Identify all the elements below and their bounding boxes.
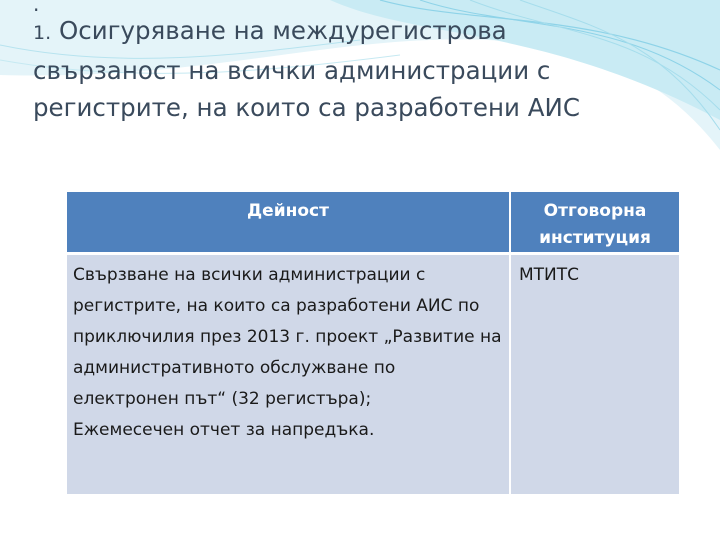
cell-activity: Свързване на всички администрации с регистрите, на които са разработени АИС по приключилия през 2013 г. проект „Развитие на административното обслужване по електронен път“ (32 регистъра); Ежемесечен отчет за напредъка. xyxy=(67,254,510,495)
activity-table xyxy=(67,192,679,494)
header-institution: Отговорна институция xyxy=(510,192,679,254)
table-row xyxy=(67,254,679,495)
heading-number: 1. xyxy=(33,22,52,44)
heading-line-2: свързаност на всички администрации с xyxy=(33,56,551,85)
heading-line-3: регистрите, на които са разработени АИС xyxy=(33,93,580,122)
slide-heading xyxy=(33,0,693,126)
heading-bullet: . xyxy=(33,0,40,16)
heading-line-1-text: Осигуряване на междурегистрова xyxy=(58,16,507,45)
cell-institution: МТИТС xyxy=(510,254,679,495)
table-header-row xyxy=(67,192,679,254)
header-activity: Дейност xyxy=(67,192,510,254)
heading-line-1 xyxy=(33,12,693,52)
